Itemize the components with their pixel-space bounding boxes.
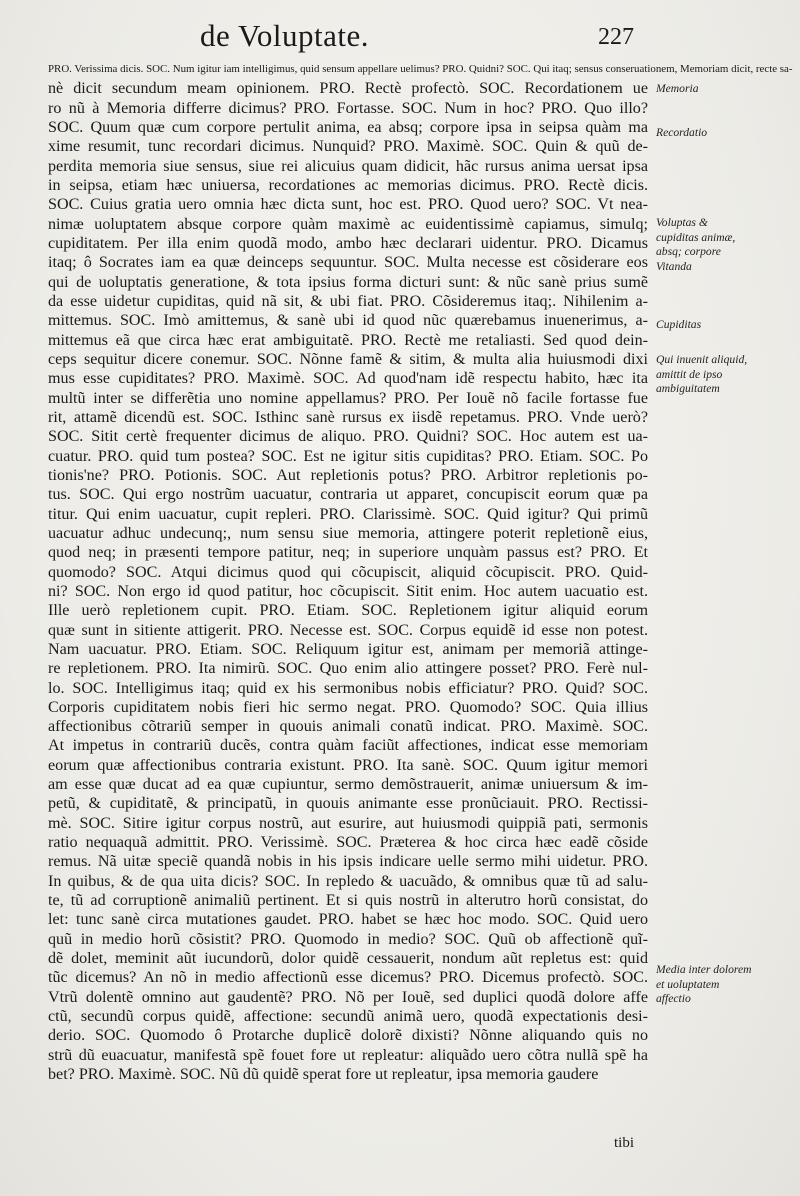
text-line: Ille uerò repletionem cupit. PRO. Etiam. SOC. Repletionem igitur aliquid eorum xyxy=(48,602,648,620)
text-line: ro nũ à Memoria differre dicimus? PRO. Fortasse. SOC. Num in hoc? PRO. Quo illo? xyxy=(48,99,648,117)
text-line: itaq; ô Socrates iam ea quæ deinceps sequuntur. SOC. Multa necesse est cõsiderare eos xyxy=(48,254,648,272)
text-line: tũc dicemus? An nõ in medio affectionũ esse dicemus? PRO. Dicemus profectò. SOC. xyxy=(48,969,648,987)
text-line: mè. SOC. Sitire igitur corpus nostrũ, aut esurire, aut huiusmodi quippiã pati, sermonis xyxy=(48,814,648,832)
text-line: xime resumit, tunc recordari dicimus. Nunquid? PRO. Maximè. SOC. Quin & quũ de- xyxy=(48,138,648,156)
text-line: SOC. Sitit certè frequenter dicimus de aliquo. PRO. Quidni? SOC. Hoc autem est ua- xyxy=(48,428,648,446)
text-line: in seipsa, etiam hæc uniuersa, recordationes ac memorias dicimus. PRO. Rectè dicis. xyxy=(48,176,648,194)
text-line: mittemus. SOC. Imò amittemus, & sanè ubi id quod nũc quærebamus inuenerimus, a- xyxy=(48,312,648,330)
text-line: quomodo? SOC. Atqui dicimus quod qui cõcupiscit, aliquid cõcupiscit. PRO. Quid- xyxy=(48,563,648,581)
text-line: quæ sunt in sitiente attigerit. PRO. Necesse est. SOC. Corpus equidẽ id esse non potest. xyxy=(48,621,648,639)
text-line: perdita memoria siue sensus, siue rei alicuius quam didicit, hãc rursus anima uersat ipsa xyxy=(48,157,648,175)
text-line: derio. SOC. Quomodo ô Protarche duplicẽ dolorẽ dixisti? Nõnne aliquando quis no xyxy=(48,1027,648,1045)
text-line: At impetus in contrariũ ducẽs, contra quàm faciũt affectiones, indicat esse memoriam xyxy=(48,737,648,755)
margin-note-ambiguitas: Qui inuenit aliquid, amittit de ipso ambiguitatem xyxy=(656,353,748,395)
text-line: remus. Nã uitæ speciẽ quandã nobis in his ipsis indicare uelle sermo mihi uidetur. PRO. xyxy=(48,853,648,871)
running-title: de Voluptate. xyxy=(200,18,369,53)
text-line: affectionibus cõtrariũ semper in quouis animali conatũ indicat. PRO. Maximè. SOC. xyxy=(48,718,648,736)
text-line: SOC. Quum quæ cum corpore pertulit anima, ea absq; corpore ipsa in seipsa quàm ma xyxy=(48,118,648,136)
margin-note-memoria: Memoria xyxy=(656,82,699,95)
text-line: lo. SOC. Intelligimus itaq; quid ex his sermonibus nobis efficiatur? PRO. Quid? SOC. xyxy=(48,679,648,697)
text-line: Nam uacuatur. PRO. Etiam. SOC. Reliquum igitur est, animam per memoriã attinge- xyxy=(48,640,648,658)
margin-note-media-affectio: Media inter dolorem et uoluptatem affectio xyxy=(656,963,752,1005)
margin-note-recordatio: Recordatio xyxy=(656,126,708,139)
text-line: ctũ, secundũ corpus quidẽ, affectione: secundũ animã uero, quodã expectationis desi- xyxy=(48,1008,648,1026)
text-line: ratio nequaquã admittit. PRO. Verissimè. SOC. Præterea & hoc circa hæc eadẽ cõside xyxy=(48,834,648,852)
text-line: let: tunc sanè circa mutationes gaudet. PRO. habet se hæc hoc modo. SOC. Quid uero xyxy=(48,911,648,929)
text-line: tus. SOC. Qui ergo nostrũm uacuatur, contraria ut apparet, concupiscit eorum quæ pa xyxy=(48,486,648,504)
text-line: te, tũ ad corruptionẽ animaliũ pertinent. Et si quis nostrũ in alterutro horũ consistat, do xyxy=(48,892,648,910)
text-line: titur. Qui enim uacuatur, cupit repleri. PRO. Clarissimè. SOC. Quid igitur? Qui primũ xyxy=(48,505,648,523)
text-line: SOC. Cuius gratia uero omnia hæc dicta sunt, hoc est. PRO. Quod uero? SOC. Vt nea- xyxy=(48,196,648,214)
text-line: quod neq; in præsenti tempore patitur, neq; in superiore unquàm passus est? PRO. Et xyxy=(48,544,648,562)
text-line: cuatur. PRO. quid tum postea? SOC. Est ne igitur sitis cupiditas? PRO. Etiam. SOC. Po xyxy=(48,447,648,465)
text-line: eorum quæ affectionibus contraria existunt. PRO. Ita sanè. SOC. Quum igitur memori xyxy=(48,756,648,774)
text-line: quũ in medio horũ cõsistit? PRO. Quomodo in medio? SOC. Quũ ob affectionẽ quĩ- xyxy=(48,930,648,948)
text-line: Corporis cupiditatem nobis fieri hic sermo negat. PRO. Quomodo? SOC. Quia illius xyxy=(48,698,648,716)
text-line: multũ inter se differẽtia uno nomine appellamus? PRO. Per Iouẽ nõ facile fortasse fue xyxy=(48,389,648,407)
text-line: Vtrũ dolentẽ omnino aut gaudentẽ? PRO. Nõ per Iouẽ, sed duplici quodã dolore affe xyxy=(48,988,648,1006)
catchword: tibi xyxy=(614,1135,635,1151)
text-line: bet? PRO. Maximè. SOC. Nũ dũ quidẽ sperat fore ut repleatur, ipsa memoria gaudere xyxy=(48,1066,599,1084)
text-line: da esse uidetur cupiditas, quid nã sit, & ubi fiat. PRO. Cõsideremus itaq;. Nihilenim a- xyxy=(48,292,648,310)
text-line: ceps sequitur dicere conemur. SOC. Nõnne famẽ & sitim, & multa alia huiusmodi dixi xyxy=(48,350,648,368)
text-line: uacuatur adhuc undecunq;, num sensu siue memoria, attingere poterit repletionẽ eius, xyxy=(48,524,648,542)
text-line: nimæ uoluptatem absque corpore quàm maximè ac euidentissimè capiamus, simulq; xyxy=(48,215,648,233)
text-line: mus esse cupiditates? PRO. Maximè. SOC. Ad quod'nam idẽ respectu habito, hæc ita xyxy=(48,370,648,388)
text-line: nè dicit secundum meam opinionem. PRO. Rectè profectò. SOC. Recordationem ue xyxy=(48,80,648,98)
page-number: 227 xyxy=(598,24,634,50)
text-line: ni? SOC. Non ergo id quod patitur, hoc cõcupiscit. Sitit enim. Hoc autem uacuatio est. xyxy=(48,582,648,600)
text-line: In quibus, & de qua uita dicis? SOC. In repledo & uacuãdo, & omnibus quæ tũ ad salu- xyxy=(48,872,648,890)
text-line: PRO. Verissima dicis. SOC. Num igitur iam intelligimus, quid sensum appellare uelimus? PRO. Quidni? SOC. Qui itaq; sensus conseruationem, Memoriam dicit, recte sa- xyxy=(48,63,793,75)
text-line: mittemus eã que circa hæc erat ambiguitatẽ. PRO. Rectè me retaliasti. Sed quod dein- xyxy=(48,331,648,349)
margin-note-cupiditas: Cupiditas xyxy=(656,318,702,331)
text-line: qui de uoluptatis generatione, & tota ipsius forma dicturi sunt: & nũc sanè prius sumẽ xyxy=(48,273,648,291)
margin-note-voluptas: Voluptas & cupiditas animæ, absq; corpore Vitanda xyxy=(656,216,736,273)
text-line: cupiditatem. Per illa enim quodã modo, ambo hæc declarari uidentur. PRO. Dicamus xyxy=(48,234,648,252)
text-line: petũ, & cupiditatẽ, & principatũ, in quouis animante esse pronũciauit. PRO. Rectissi- xyxy=(48,795,648,813)
text-line: dẽ dolet, meminit aũt iucundorũ, dolor quidẽ cessauerit, nondum aũt repletus est: quid xyxy=(48,950,648,968)
text-line: re repletionem. PRO. Ita nimirũ. SOC. Quo enim alio attingere posset? PRO. Ferè nul- xyxy=(48,660,648,678)
text-line: strũ dũ euacuatur, manifestã spẽ fouet fore ut repleatur: aliquãdo uero cõtra nullã spẽ ha xyxy=(48,1046,648,1064)
text-line: am esse quæ ducat ad ea quæ cupiuntur, sermo demõstrauerit, animæ uniuersum & im- xyxy=(48,776,648,794)
text-line: tionis'ne? PRO. Potionis. SOC. Aut repletionis potus? PRO. Arbitror repletionis po- xyxy=(48,466,648,484)
text-line: rit, attamẽ dicendũ est. SOC. Isthinc sanè rursus ex iisdẽ repetamus. PRO. Vnde uerò? xyxy=(48,408,648,426)
